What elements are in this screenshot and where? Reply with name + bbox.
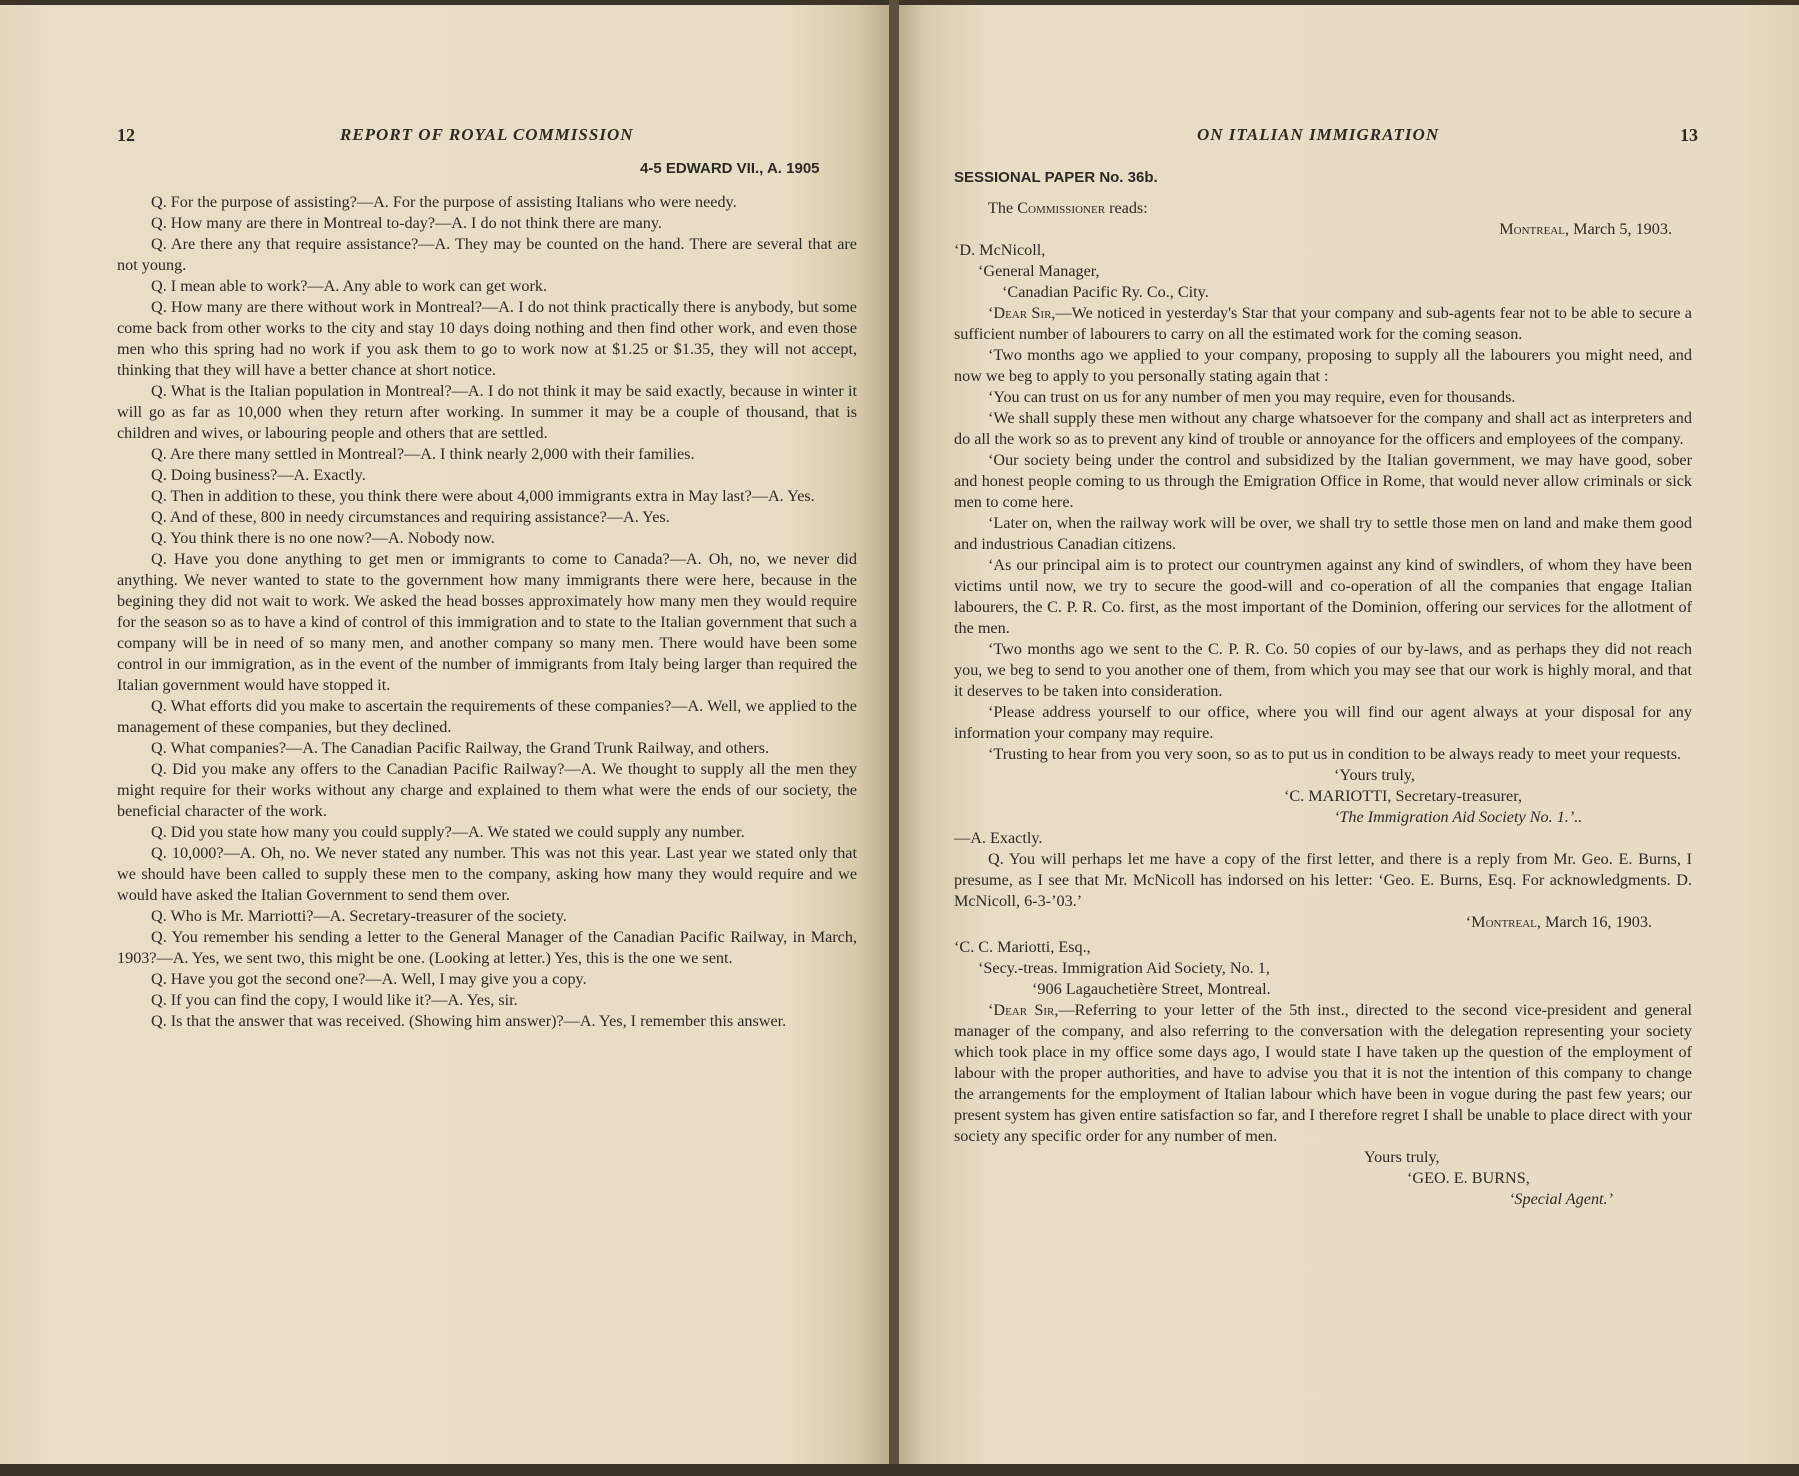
letter1-paragraph: ‘Two months ago we applied to your company, proposing to supply all the labourers you might need, and now we beg to apply to you personally stating again that : bbox=[954, 346, 1692, 385]
paragraph: Q. Did you state how many you could supply?—A. We stated we could supply any number. bbox=[151, 823, 745, 841]
paragraph: Q. For the purpose of assisting?—A. For the purpose of assisting Italians who were needy. bbox=[151, 193, 737, 211]
paragraph: Q. What companies?—A. The Canadian Pacific Railway, the Grand Trunk Railway, and others. bbox=[151, 739, 770, 757]
right-page bbox=[899, 0, 1799, 1476]
right-running-head: ON ITALIAN IMMIGRATION bbox=[1197, 125, 1440, 144]
letter2-body: ‘Dear Sir,—Referring to your letter of the 5th inst., directed to the second vice-president and general manager of the company, and also referring to the conversation with the delegation representing your society which took place in my office some days ago, I would state I have taken up the question of the employment of labour with the proper authorities, and have to advise you that it is not the intention of this company to change the arrangements for the employment of Italian labour which have been in vogue during the past few years; our present system has given entire satisfaction so far, and I therefore regret I shall be unable to place direct with your society any specific order for any number of men. bbox=[954, 1001, 1692, 1145]
letter2-addressee: ‘C. C. Mariotti, Esq., bbox=[954, 938, 1091, 956]
letter2-date: ‘Montreal, March 16, 1903. bbox=[1465, 913, 1652, 931]
paragraph: Q. You think there is no one now?—A. Nobody now. bbox=[151, 529, 495, 547]
letter2-addressee-title: ‘Secy.-treas. Immigration Aid Society, No. 1, bbox=[978, 959, 1270, 977]
letter1-paragraph: ‘Two months ago we sent to the C. P. R. Co. 50 copies of our by-laws, and as perhaps they did not reach you, we beg to send to you another one of them, from which you may see that our work is highly moral, and that it deserves to be taken into consideration. bbox=[954, 640, 1692, 700]
paragraph: Q. 10,000?—A. Oh, no. We never stated any number. This was not this year. Last year we stated only that we should have been called to supply these men to the company, asking how many they would require and we would have asked the Italian Government to send them over. bbox=[117, 844, 857, 904]
letter1-addressee-company: ‘Canadian Pacific Ry. Co., City. bbox=[1002, 283, 1209, 301]
paragraph: Q. If you can find the copy, I would like it?—A. Yes, sir. bbox=[151, 991, 518, 1009]
paragraph: Q. Doing business?—A. Exactly. bbox=[151, 466, 366, 484]
paragraph: Q. What efforts did you make to ascertain the requirements of these companies?—A. Well, we applied to the management of these companies, but they declined. bbox=[117, 697, 857, 736]
letter1-date: Montreal, March 5, 1903. bbox=[1499, 220, 1672, 238]
letter1-paragraph: ‘As our principal aim is to protect our countrymen against any kind of swindlers, of whom they have been victims until now, we try to secure the good-will and co-operation of all the companies that engage Italian labourers, the C. P. R. Co. first, as the most important of the Dominion, offering our services for the allotment of the men. bbox=[954, 556, 1692, 637]
right-page-number: 13 bbox=[1680, 125, 1698, 145]
letter2-title: ‘Special Agent.’ bbox=[1509, 1190, 1613, 1208]
right-text-column bbox=[954, 198, 1692, 1210]
paragraph: Q. Who is Mr. Marriotti?—A. Secretary-treasurer of the society. bbox=[151, 907, 567, 925]
left-page bbox=[0, 0, 893, 1476]
letter1-paragraph: ‘Later on, when the railway work will be over, we shall try to settle those men on land and make them good and industrious Canadian citizens. bbox=[954, 514, 1692, 553]
letter2-addressee-street: ‘906 Lagauchetière Street, Montreal. bbox=[1032, 980, 1271, 998]
letter1-opening: ‘Dear Sir,—We noticed in yesterday's Star that your company and sub-agents fear not to be able to secure a sufficient number of labourers to carry on all the estimated work for the coming season. bbox=[954, 304, 1692, 343]
paragraph: Q. How many are there without work in Montreal?—A. I do not think practically there is anybody, but some come back from other works to the city and stay 10 days doing nothing and then find other work, and even those men who this spring had no work if you ask them to go to work now at $1.25 or $1.35, they will not accept, thinking that they will have a better chance at short notice. bbox=[117, 298, 857, 379]
paragraph: Q. Did you make any offers to the Canadian Pacific Railway?—A. We thought to supply all the men they might require for their works without any charge and explained to them what were the ends of our society, the beneficial character of the work. bbox=[117, 760, 857, 820]
paragraph: Q. Is that the answer that was received. (Showing him answer)?—A. Yes, I remember this answer. bbox=[151, 1012, 787, 1030]
paragraph: Q. How many are there in Montreal to-day?—A. I do not think there are many. bbox=[151, 214, 662, 232]
paragraph: Q. Have you done anything to get men or immigrants to come to Canada?—A. Oh, no, we never did anything. We never wanted to state to the government how many immigrants there were here, because in the begining they did not wait to work. We asked the head bosses approximately how many men they would require for the season so as to have a kind of control of this immigration and to state to the Italian government that such a company will be in need of so many men, and another company so many men. There would have been some control in our immigration, as in the event of the number of immigrants from Italy being larger than required the Italian government would have stopped it. bbox=[117, 550, 857, 694]
paragraph: Q. I mean able to work?—A. Any able to work can get work. bbox=[151, 277, 548, 295]
letter1-paragraph: ‘Our society being under the control and subsidized by the Italian government, we may have good, sober and honest people coming to us through the Emigration Office in Rome, that would never allow criminals or sick men to come here. bbox=[954, 451, 1692, 511]
commissioner-intro: The Commissioner reads: bbox=[988, 199, 1148, 217]
letter1-addressee-title: ‘General Manager, bbox=[978, 262, 1100, 280]
letter1-paragraph: ‘We shall supply these men without any charge whatsoever for the company and shall act as interpreters and do all the work so as to prevent any kind of trouble or annoyance for the officers and employees of the company. bbox=[954, 409, 1692, 448]
left-page-number: 12 bbox=[117, 125, 135, 145]
letter1-paragraph: ‘Please address yourself to our office, where you will find our agent always at your disposal for any information your company may require. bbox=[954, 703, 1692, 742]
letter1-society: ‘The Immigration Aid Society No. 1.’.. bbox=[1334, 808, 1583, 826]
letter1-addressee: ‘D. McNicoll, bbox=[954, 241, 1046, 259]
answer-line: —A. Exactly. bbox=[954, 829, 1043, 847]
letter1-paragraph: ‘Trusting to hear from you very soon, so as to put us in condition to be always ready to meet your requests. bbox=[988, 745, 1682, 763]
letter1-paragraph: ‘You can trust on us for any number of men you may require, even for thousands. bbox=[988, 388, 1516, 406]
sessional-paper-line: SESSIONAL PAPER No. 36b. bbox=[954, 169, 1158, 186]
paragraph: Q. Have you got the second one?—A. Well, I may give you a copy. bbox=[151, 970, 587, 988]
letter2-signature: ‘GEO. E. BURNS, bbox=[1407, 1169, 1530, 1187]
paragraph: Q. You remember his sending a letter to the General Manager of the Canadian Pacific Railway, in March, 1903?—A. Yes, we sent two, this might be one. (Looking at letter.) Yes, this is the one we sent. bbox=[117, 928, 857, 967]
left-text-column bbox=[117, 192, 857, 1032]
paragraph: Q. What is the Italian population in Montreal?—A. I do not think it may be said exactly, because in winter it will go as far as 10,000 when they return after working. In summer it may be a couple of thousand, that is children and wives, or labouring people and others that are settled. bbox=[117, 382, 857, 442]
letter2-closing: Yours truly, bbox=[1364, 1148, 1440, 1166]
bottom-edge bbox=[0, 1464, 1799, 1476]
left-running-head: REPORT OF ROYAL COMMISSION bbox=[340, 125, 634, 144]
letter1-closing: ‘Yours truly, bbox=[1334, 766, 1415, 784]
paragraph: Q. And of these, 800 in needy circumstances and requiring assistance?—A. Yes. bbox=[151, 508, 670, 526]
paragraph: Q. Then in addition to these, you think there were about 4,000 immigrants extra in May last?—A. Yes. bbox=[151, 487, 815, 505]
paragraph: Q. Are there any that require assistance?—A. They may be counted on the hand. There are several that are not young. bbox=[117, 235, 857, 274]
letter1-signature: ‘C. MARIOTTI, Secretary-treasurer, bbox=[1284, 787, 1523, 805]
question-paragraph: Q. You will perhaps let me have a copy of the first letter, and there is a reply from Mr. Geo. E. Burns, I presume, as I see that Mr. McNicoll has indorsed on his letter: ‘Geo. E. Burns, Esq. For acknowledgments. D. McNicoll, 6-3-’03.’ bbox=[954, 850, 1692, 910]
paragraph: Q. Are there many settled in Montreal?—A. I think nearly 2,000 with their families. bbox=[151, 445, 695, 463]
edition-line: 4-5 EDWARD VII., A. 1905 bbox=[640, 160, 820, 177]
